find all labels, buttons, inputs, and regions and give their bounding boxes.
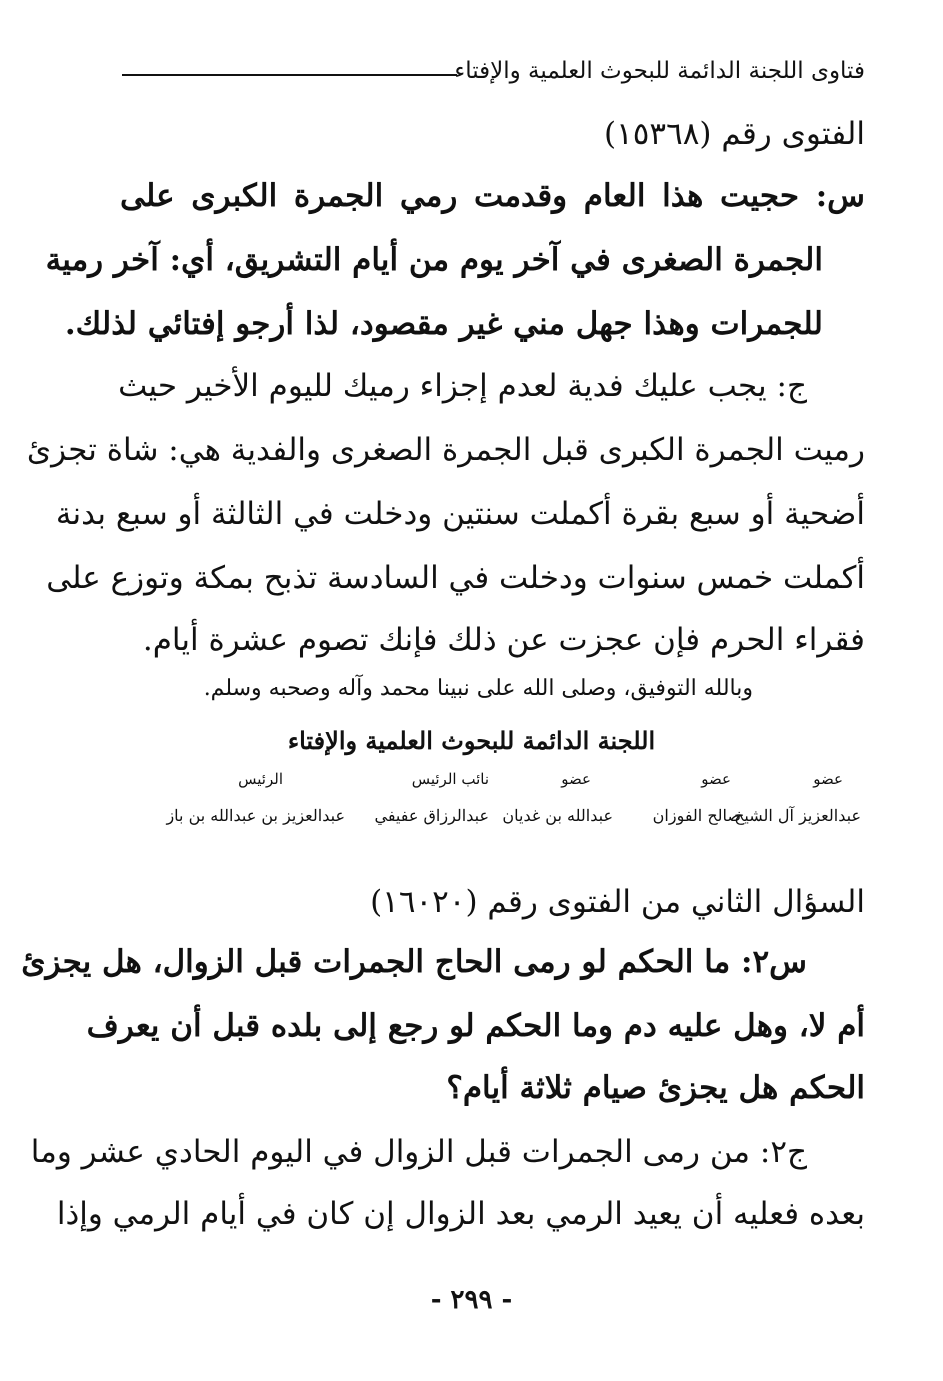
closing-prayer: وبالله التوفيق، وصلى الله على نبينا محمد وآله وصحبه وسلم. — [203, 676, 753, 701]
signatory-name: عبدالعزيز آل الشيخ — [734, 806, 861, 825]
answer-line: رميت الجمرة الكبرى قبل الجمرة الصغرى والفدية هي: شاة تجزئ — [26, 432, 865, 468]
answer-line: فقراء الحرم فإن عجزت عن ذلك فإنك تصوم عشرة أيام. — [142, 622, 865, 658]
signatory-title: الرئيس — [238, 770, 283, 788]
signatory-name: عبدالرزاق عفيفي — [374, 806, 489, 825]
running-title: فتاوى اللجنة الدائمة للبحوث العلمية والإفتاء — [454, 58, 865, 84]
signatory-name: عبدالعزيز بن عبدالله بن باز — [166, 806, 345, 825]
signatory-title: عضو — [561, 770, 591, 788]
signatory-name: صالح الفوزان — [652, 806, 741, 825]
page-number: - ٢٩٩ - — [430, 1285, 513, 1315]
answer-line: أكملت خمس سنوات ودخلت في السادسة تذبح بمكة وتوزع على — [46, 560, 865, 596]
running-header — [122, 58, 865, 90]
question-line: الجمرة الصغرى في آخر يوم من أيام التشريق، أي: آخر رمية — [45, 242, 823, 278]
question-line: س: حجيت هذا العام وقدمت رمي الجمرة الكبرى على — [120, 178, 865, 214]
fatwa-heading: السؤال الثاني من الفتوى رقم (١٦٠٢٠) — [370, 884, 865, 920]
signatory-title: عضو — [813, 770, 843, 788]
signatory-name: عبدالله بن غديان — [502, 806, 613, 825]
signatory-title: نائب الرئيس — [411, 770, 489, 788]
question-line: س٢: ما الحكم لو رمى الحاج الجمرات قبل الزوال، هل يجزئ — [21, 944, 807, 980]
answer-line: ج: يجب عليك فدية لعدم إجزاء رميك لليوم الأخير حيث — [118, 368, 807, 404]
header-rule — [122, 74, 457, 76]
question-line: أم لا، وهل عليه دم وما الحكم لو رجع إلى بلده قبل أن يعرف — [86, 1008, 865, 1044]
question-line: للجمرات وهذا جهل مني غير مقصود، لذا أرجو إفتائي لذلك. — [64, 306, 823, 342]
question-line: الحكم هل يجزئ صيام ثلاثة أيام؟ — [446, 1070, 865, 1106]
signatory-title: عضو — [701, 770, 731, 788]
answer-line: أضحية أو سبع بقرة أكملت سنتين ودخلت في الثالثة أو سبع بدنة — [55, 496, 865, 532]
fatwa-heading: الفتوى رقم (١٥٣٦٨) — [604, 116, 865, 152]
answer-line: بعده فعليه أن يعيد الرمي بعد الزوال إن كان في أيام الرمي وإذا — [56, 1196, 865, 1232]
answer-line: ج٢: من رمى الجمرات قبل الزوال في اليوم الحادي عشر وما — [30, 1134, 807, 1170]
committee-name: اللجنة الدائمة للبحوث العلمية والإفتاء — [287, 726, 656, 755]
